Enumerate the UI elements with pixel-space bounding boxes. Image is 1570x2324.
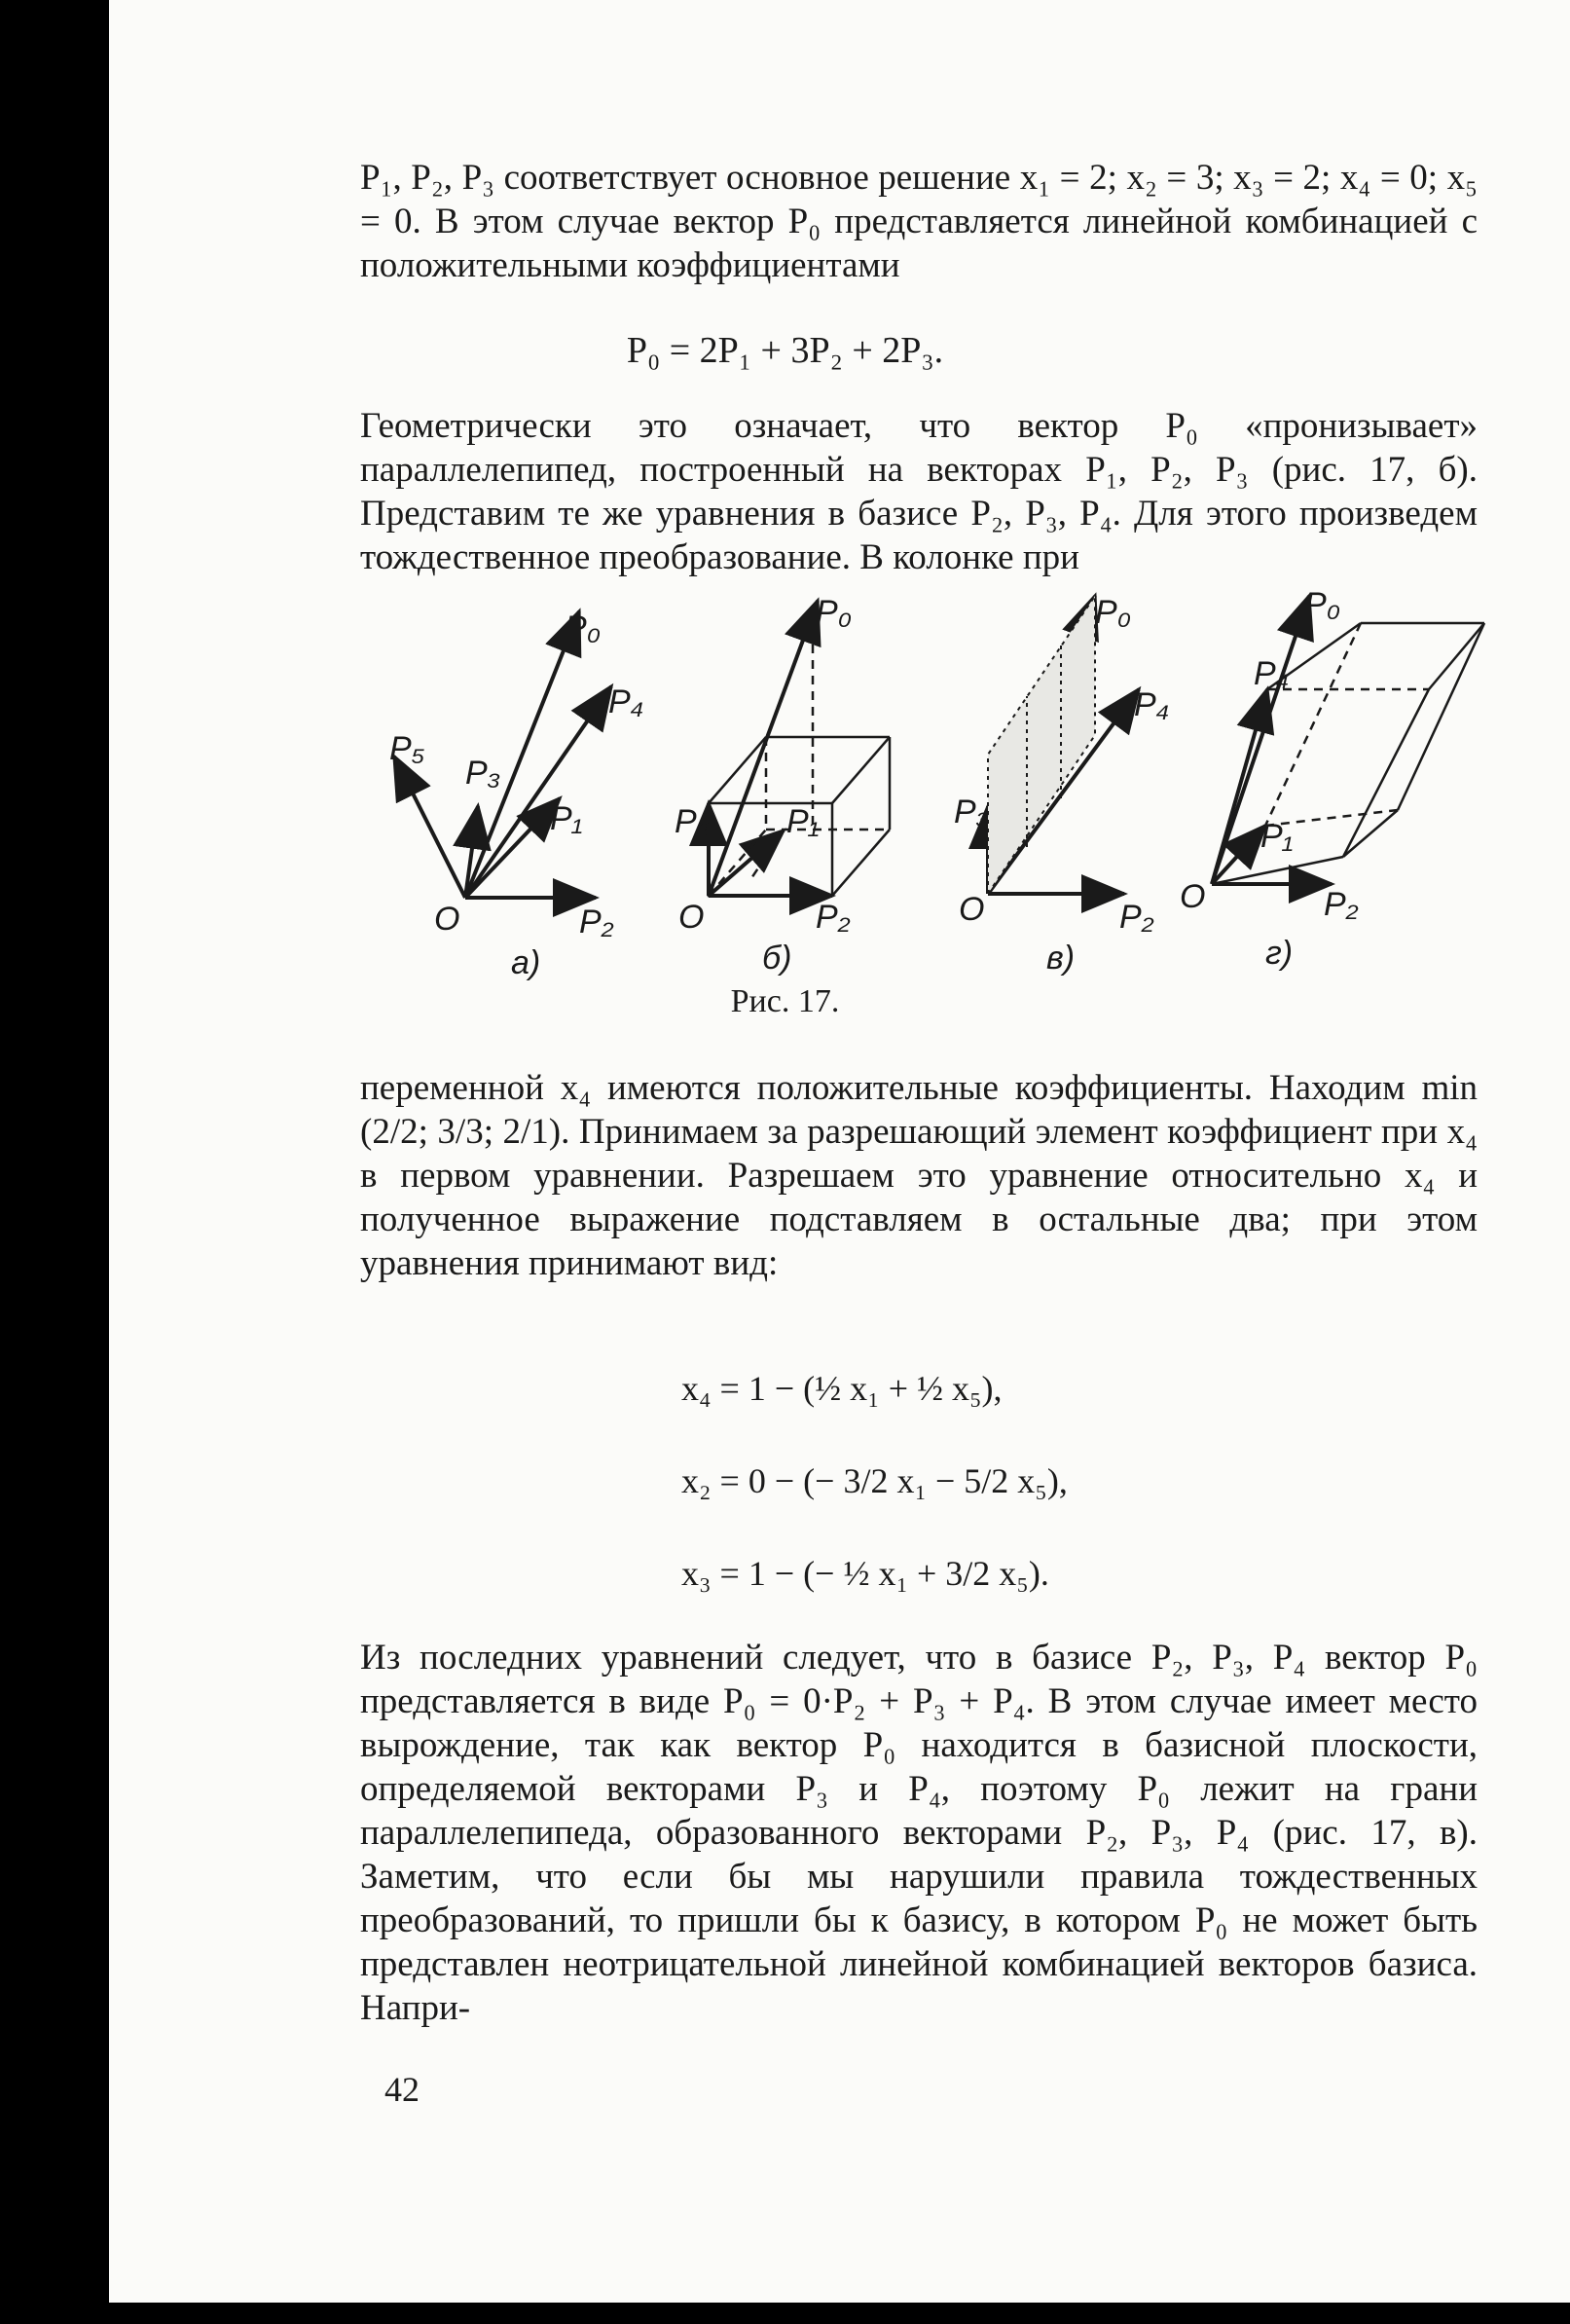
label-b-origin: O xyxy=(678,899,705,936)
page-number: 42 xyxy=(384,2070,420,2109)
panel-label-v: в) xyxy=(1046,940,1076,977)
label-g-p1: P₁ xyxy=(1260,818,1294,855)
panel-a-vectors xyxy=(394,611,611,898)
label-b-p0: P₀ xyxy=(816,594,853,631)
label-b-p2: P₂ xyxy=(816,899,851,936)
equation-x4: x₄ = 1 − (½ x₁ + ½ x₅), xyxy=(681,1369,1003,1408)
figure-17 xyxy=(0,0,1570,1032)
label-g-origin: O xyxy=(1180,878,1206,915)
panel-label-g: г) xyxy=(1265,935,1294,972)
label-a-p5: P₅ xyxy=(389,730,425,767)
figure-caption: Рис. 17. xyxy=(730,983,840,1019)
panel-v-plane xyxy=(988,596,1095,894)
label-g-p0: P₀ xyxy=(1304,586,1341,623)
label-a-p1: P₁ xyxy=(550,800,583,837)
equation-x3: x₃ = 1 − (− ½ x₁ + 3/2 x₅). xyxy=(681,1554,1049,1593)
label-a-p2: P₂ xyxy=(579,904,614,941)
paragraph-3: переменной x₄ имеются положительные коэффициенты. Находим min (2/2; 3/3; 2/1). Принимаем за разрешающий элемент коэффициент при x₄ в первом уравнении. Разрешаем это уравнение относительно x₄ и полученное выражение подставляем в остальные два; при этом уравнения принимают вид: xyxy=(360,1068,1478,1283)
label-a-p4: P₄ xyxy=(608,683,644,720)
label-b-p1: P₁ xyxy=(786,803,820,840)
label-g-p4: P₄ xyxy=(1254,655,1290,692)
label-b-p3: P₃ xyxy=(675,803,711,840)
label-a-origin: O xyxy=(434,901,460,938)
panel-label-b: б) xyxy=(762,940,792,977)
label-a-p3: P₃ xyxy=(465,755,501,792)
label-v-p0: P₀ xyxy=(1095,594,1132,631)
label-v-p3: P₃ xyxy=(954,793,990,830)
label-v-origin: O xyxy=(959,891,985,928)
paragraph-4: Из последних уравнений следует, что в базисе P₂, P₃, P₄ вектор P₀ представляется в виде P₀ = 0·P₂ + P₃ + P₄. В этом случае имеет место вырождение, так как вектор P₀ находится в базисной плоскости, определяемой векторами P₃ и P₄, поэтому P₀ лежит на грани параллелепипеда, образованного векторами P₂, P₃, P₄ (рис. 17, в). Заметим, что если бы мы нарушили правила тождественных преобразований, то пришли бы к базису, в котором P₀ не может быть представлен неотрицательной линейной комбинацией векторов базиса. Напри- xyxy=(360,1638,1478,2028)
label-g-p2: P₂ xyxy=(1324,886,1359,923)
label-v-p2: P₂ xyxy=(1119,899,1154,936)
paragraph-2: Геометрически это означает, что вектор P₀ «пронизывает» параллелепипед, построенный на векторах P₁, P₂, P₃ (рис. 17, б). Представим те же уравнения в базисе P₂, P₃, P₄. Для этого произведем тождественное преобразование. В колонке при xyxy=(360,406,1478,577)
paragraph-1: P₁, P₂, P₃ соответствует основное решение x₁ = 2; x₂ = 3; x₃ = 2; x₄ = 0; x₅ = 0. В этом случае вектор P₀ представляется линейной комбинацией с положительными коэффициентами xyxy=(360,158,1478,285)
label-a-p0: P₀ xyxy=(565,609,602,646)
panel-g-box xyxy=(1212,623,1484,884)
formula-p0: P₀ = 2P₁ + 3P₂ + 2P₃. xyxy=(626,330,944,371)
label-v-p4: P₄ xyxy=(1134,686,1170,723)
equation-x2: x₂ = 0 − (− 3/2 x₁ − 5/2 x₅), xyxy=(681,1461,1068,1500)
panel-label-a: а) xyxy=(511,944,541,981)
